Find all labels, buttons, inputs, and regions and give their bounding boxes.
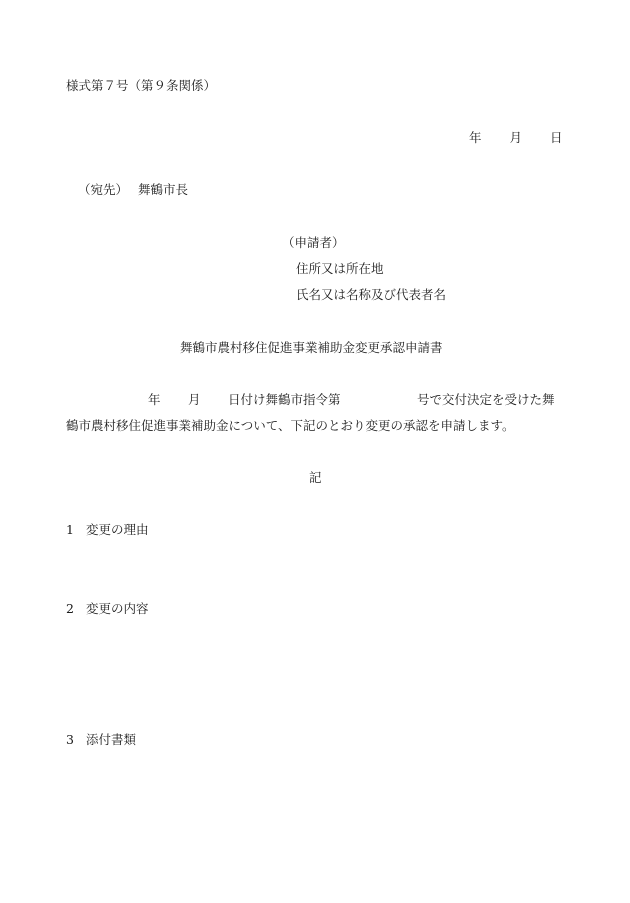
- addressee: [78, 184, 188, 197]
- item-label: 添付書類: [86, 732, 137, 747]
- body-date-suffix: 日付け舞鶴市指令第: [228, 392, 341, 407]
- item-number: 3: [66, 732, 74, 747]
- date-month-label: 月: [509, 130, 523, 145]
- addressee-prefix: （宛先）: [78, 182, 129, 197]
- item-label: 変更の内容: [86, 601, 149, 616]
- date-day-label: 日: [550, 130, 563, 145]
- item-attachments: [66, 734, 136, 747]
- addressee-name: 舞鶴市長: [138, 182, 189, 197]
- date-row: [469, 132, 563, 145]
- item-number: 1: [66, 522, 74, 537]
- item-change-reason: [66, 524, 149, 537]
- item-label: 変更の理由: [86, 522, 149, 537]
- body-month-label: 月: [188, 392, 201, 407]
- date-year-label: 年: [469, 130, 482, 145]
- item-change-content: [66, 603, 149, 616]
- applicant-address-label: 住所又は所在地: [296, 261, 384, 276]
- body-year-label: 年: [148, 392, 161, 407]
- ki-heading: 記: [309, 470, 322, 485]
- applicant-name-label: 氏名又は名称及び代表者名: [296, 287, 447, 302]
- item-number: 2: [66, 601, 74, 616]
- body-number-suffix: 号で交付決定を受けた舞: [417, 392, 555, 407]
- document-title: 舞鶴市農村移住促進事業補助金変更承認申請書: [180, 340, 443, 355]
- form-number: 様式第７号（第９条関係）: [66, 78, 217, 93]
- applicant-label: （申請者）: [282, 235, 345, 250]
- body-paragraph-line-2: 鶴市農村移住促進事業補助金について、下記のとおり変更の承認を申請します。: [66, 418, 515, 433]
